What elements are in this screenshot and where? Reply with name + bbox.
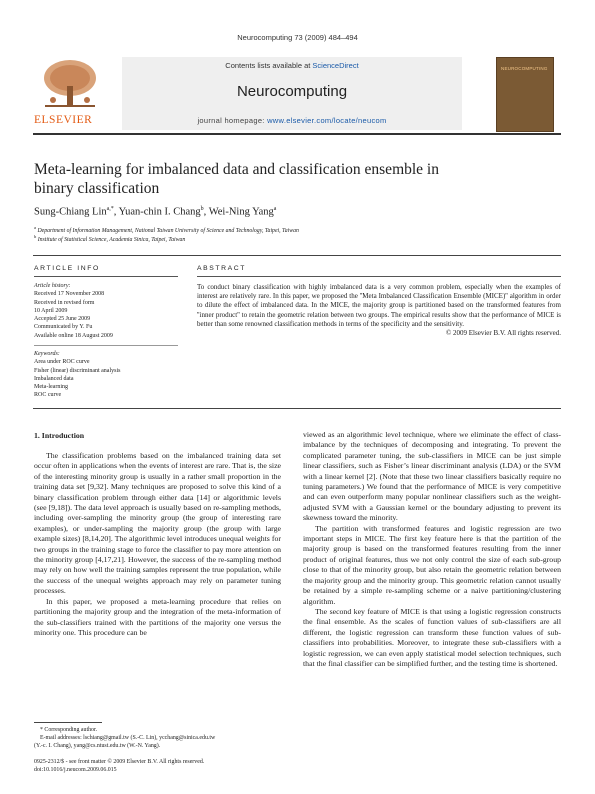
left-column <box>34 451 281 638</box>
right-column <box>303 430 561 669</box>
sciencedirect-link[interactable]: ScienceDirect <box>312 61 359 70</box>
history-item: Received in revised form <box>34 299 95 306</box>
homepage-link[interactable]: www.elsevier.com/locate/neucom <box>267 116 387 125</box>
author-sup: a <box>273 206 277 212</box>
journal-cover-image <box>496 57 554 132</box>
section-heading-introduction: 1. Introduction <box>34 431 85 440</box>
keyword: Meta-learning <box>34 384 68 391</box>
history-item: Accepted 25 June 2009 <box>34 316 91 323</box>
front-matter <box>34 758 204 774</box>
paragraph: In this paper, we proposed a meta-learning procedure that relies on partitioning the majority group and the integration of the meta-information of the sub-classifiers trained with the partitions of the majority one versus the minority one. This procedure can be <box>34 596 281 637</box>
title-line-1: Meta-learning for imbalanced data and classification ensemble in <box>34 161 439 178</box>
author-name: Sung-Chiang Lin <box>34 206 107 218</box>
issn-line: 0925-2312/$ - see front matter © 2009 Elsevier B.V. All rights reserved. <box>34 759 205 765</box>
author-sup: b <box>200 206 204 212</box>
homepage-prefix: journal homepage: <box>197 116 268 125</box>
article-info-rule <box>34 276 178 277</box>
abstract-rule <box>197 276 561 277</box>
affiliation <box>34 234 185 243</box>
abstract-copyright: © 2009 Elsevier B.V. All rights reserved. <box>445 329 561 338</box>
journal-name: Neurocomputing <box>236 83 348 100</box>
article-title <box>34 160 554 198</box>
author-name: Wei-Ning Yang <box>208 206 274 218</box>
keywords-rule <box>34 345 178 346</box>
footnotes <box>34 726 215 750</box>
abstract <box>197 283 561 338</box>
footnote-corresponding: * Corresponding author. <box>40 727 98 733</box>
keyword: Fisher (linear) discriminant analysis <box>34 367 121 374</box>
author-list <box>34 206 276 218</box>
keywords <box>34 350 120 400</box>
footnote-email-cont: (Y.-c. I. Chang), yang@cs.ntust.edu.tw (W.-N. Yang). <box>34 743 161 749</box>
abstract-heading: ABSTRACT <box>197 265 247 272</box>
contents-line <box>122 61 462 70</box>
footnote-email: E-mail addresses: lschiang@gmail.tw (S.-C. Lin), ycchang@sinica.edu.tw <box>40 735 216 741</box>
history-item: Available online 18 August 2009 <box>34 332 113 339</box>
doi-line: doi:10.1016/j.neucom.2009.06.015 <box>34 767 117 773</box>
cover-title: NEUROCOMPUTING <box>501 66 548 71</box>
article-info-heading: ARTICLE INFO <box>34 265 100 272</box>
history-item: 10 April 2009 <box>34 307 68 314</box>
affiliation-sup: a <box>34 225 36 230</box>
divider <box>33 255 561 256</box>
paragraph: The classification problems based on the imbalanced training data set occur often in applications when the events of interest are rare. That is, the size of the interesting minority group is usually in a rather small proportion in the training data set [9,32]. Many techniques are proposed to solve this kind of a binary classification problem through either data [14] or algorithmic levels (see [9,18]). The data level approach is usually based on re-sampling methods, including over-sampling the minority group (the group of interesting rare examples), or under-sampling the majority group (the group with large example sizes) [8,14,20]. The algorithmic level introduces unequal weights for two groups in the training stage to force the classifier to pay more attention on the minority group [4,17,21]. However, the success of the re-sampling method may rely on how well the training samples represent the true population, while the success of the unequal weights approach may rely on parameter tuning processes. <box>34 451 281 596</box>
paragraph: The second key feature of MICE is that using a logistic regression constructs the final ensemble. As the scales of function values of sub-classifiers are all different, the logistic regression can transform these function values of sub-classifiers into probabilities. Moreover, to integrate these sub-classifiers with a logistic regression, we can even apply statistical model selection techniques, such that the final classifier can be simplified further, and the testing time is shortened. <box>303 606 561 668</box>
footnote-rule <box>34 722 102 723</box>
paragraph: viewed as an algorithmic level technique, where we eliminate the effect of class-imbalance by the techniques of decomposing and integrating. To prevent the complicated parameter tuning, the sub-classifiers in MICE can be just simple linear classifiers, such as Fisher’s linear discriminant analysis (LDA) or the SVM with a linear kernel [2]. (Note that these two linear classifiers basically require no tuning parameters.) We found that the performance of MICE is very competitive and can even outperform many popular nonlinear classifiers such as the weight-adjusted SVM with a Gaussian kernel or the boundary adjusting to prevent its skewness toward the minority. <box>303 430 561 523</box>
journal-homepage <box>122 116 462 125</box>
paragraph: The partition with transformed features and logistic regression are two important steps in MICE. The first key feature here is that the partition of the majority group is based on the transformed features resulting from the inner product of original features, thus we not only control the size of each sub-group close to that of the minority group, but also retain the geometric relation between the majority group and the minority group. This geometric relation cannot usually be retained by a simple re-sampling scheme or a naive partitioning/clustering algorithm. <box>303 523 561 606</box>
elsevier-logo <box>35 56 105 110</box>
keyword: ROC curve <box>34 392 62 399</box>
history-item: Received 17 November 2008 <box>34 291 105 298</box>
affiliation-sup: b <box>34 234 37 239</box>
author-separator: , <box>113 206 119 218</box>
abstract-text: To conduct binary classification with highly imbalanced data is a very common problem, especially when the examples of interest are relatively rare. In this paper, we proposed the ''Meta Imbalanced Classification Ensemble (MICE)'' algorithm in order to dilute the effect of imbalanced data. In the MICE, the majority group is partitioned based on the transformed features from ''inner product'' to retain the geometric relation between two groups. The empirical results show that the performance of MICE is better than some renowned classification methods in terms of the specificity and the sensitivity. <box>197 283 561 328</box>
journal-reference: Neurocomputing 73 (2009) 484–494 <box>237 33 358 42</box>
keywords-label: Keywords: <box>34 351 60 357</box>
affiliation-text: Institute of Statistical Science, Academia Sinica, Taipei, Taiwan <box>37 236 186 243</box>
keyword: Imbalanced data <box>34 375 74 382</box>
affiliation <box>34 225 299 234</box>
contents-prefix: Contents lists available at <box>225 61 313 70</box>
keyword: Area under ROC curve <box>34 359 90 366</box>
author-name: Yuan-chin I. Chang <box>118 206 201 218</box>
publisher-wordmark: ELSEVIER <box>34 114 93 126</box>
author-separator: , <box>203 206 209 218</box>
title-line-2: binary classification <box>34 180 160 197</box>
history-item: Communicated by Y. Fu <box>34 324 93 331</box>
header-rule <box>33 133 561 135</box>
article-history <box>34 282 113 340</box>
affiliation-text: Department of Information Management, National Taiwan University of Science and Technology, Taipei, Taiwan <box>37 227 299 234</box>
divider <box>33 408 561 409</box>
author-sup: a,* <box>106 206 114 212</box>
history-label: Article history: <box>34 283 71 289</box>
